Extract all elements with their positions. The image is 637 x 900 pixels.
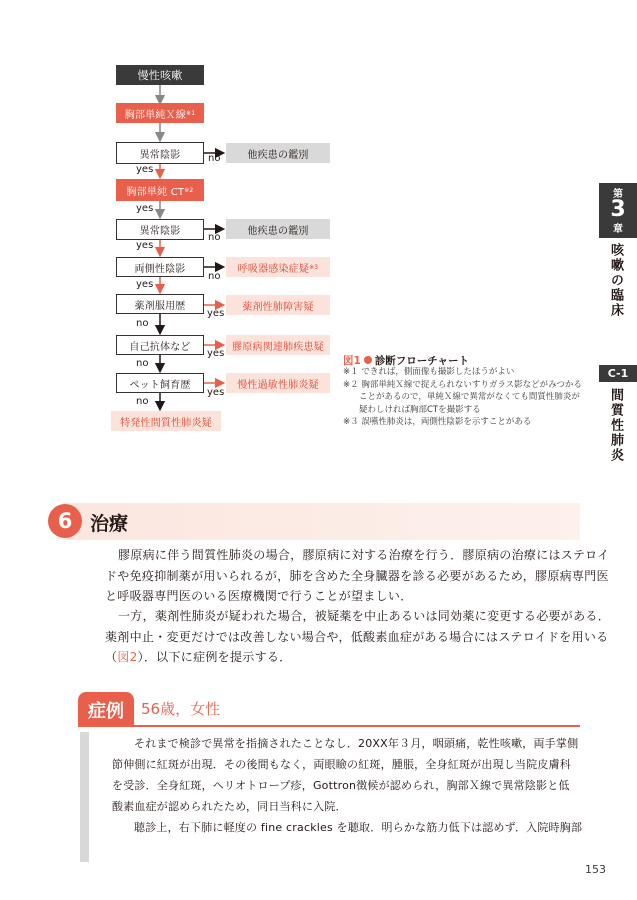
paragraph-1: 膠原病に伴う間質性肺炎の場合，膠原病に対する治療を行う．膠原病の治療にはステロイ ドや免疫抑制薬が用いられるが，肺を含めた全身臓器を診る必要があるため，膠原病専門医 と呼吸器専門医のいる医療機関で行うことが望ましい． xyxy=(105,548,610,603)
page-number: 153 xyxy=(585,863,606,876)
bullet-icon xyxy=(364,356,372,364)
flow-abnormal-1: 異常陰影 xyxy=(116,142,204,164)
flow-drug-result: 薬剤性肺障害疑 xyxy=(226,295,330,315)
figure-number: 図1 xyxy=(343,355,361,367)
flow-ct: 胸部単純 CT ※2 xyxy=(116,179,204,201)
section-side-title: 間質性肺炎 xyxy=(608,388,623,463)
flow-other-2: 他疾患の鑑別 xyxy=(226,219,330,239)
label-yes: yes xyxy=(136,164,154,175)
note-1: ※１ できれば，側面像も撮影したほうがよい xyxy=(343,367,515,377)
chapter-tab[interactable]: 第 3 章 xyxy=(599,183,637,238)
section-header-bar xyxy=(63,503,580,540)
case-divider xyxy=(78,725,580,727)
figure-title: 診断フローチャート xyxy=(374,355,469,367)
section-tab[interactable]: C-1 xyxy=(599,365,637,382)
flow-other-1: 他疾患の鑑別 xyxy=(226,143,330,163)
flow-bilateral: 両側性陰影 xyxy=(116,257,204,277)
note-2-cont: ことがあるので，単純Ｘ線で異常がなくても間質性肺炎が xyxy=(359,392,580,402)
flow-drug-history: 薬剤服用歴 xyxy=(116,294,204,314)
label-no: no xyxy=(208,232,221,243)
chapter-title: 咳嗽の臨床 xyxy=(608,243,623,318)
label-yes: yes xyxy=(136,203,154,214)
figure-notes xyxy=(343,366,582,429)
flow-hypersensitivity: 慢性過敏性肺炎疑 xyxy=(226,373,330,393)
paragraph-2: 一方，薬剤性肺炎が疑われた場合，被疑薬を中止あるいは同効薬に変更する必要がある． 薬剤中止・変更だけでは改善しない場合や，低酸素血症がある場合にはステロイドを用いる （図2）．以下に症例を提示する． xyxy=(105,609,611,664)
figure-2-link[interactable]: 図2 xyxy=(117,650,138,664)
label-no: no xyxy=(208,153,221,164)
label-no: no xyxy=(136,318,149,329)
flow-start: 慢性咳嗽 xyxy=(116,65,204,85)
label-yes: yes xyxy=(207,348,225,359)
label-yes: yes xyxy=(136,240,154,251)
flow-idiopathic: 特発性間質性肺炎疑 xyxy=(111,411,221,431)
note-3: ※３ 誤嚥性肺炎は，両側性陰影を示すことがある xyxy=(343,417,532,427)
section-title: 治療 xyxy=(90,513,129,535)
flow-infection: 呼吸器感染症疑 ※3 xyxy=(226,257,330,277)
section-number-badge: 6 xyxy=(48,504,82,538)
label-no: no xyxy=(208,271,221,282)
label-yes: yes xyxy=(207,308,225,319)
flow-abnormal-2: 異常陰影 xyxy=(116,219,204,240)
label-yes: yes xyxy=(207,387,225,398)
label-no: no xyxy=(136,358,149,369)
flow-xray: 胸部単純Ｘ線 ※1 xyxy=(116,103,204,123)
flow-collagen: 膠原病関連肺疾患疑 xyxy=(226,335,330,355)
case-subtitle: 56歳，女性 xyxy=(141,700,221,718)
flow-pet-history: ペット飼育歴 xyxy=(116,373,204,393)
note-2: ※２ 胸部単純Ｘ線で捉えられないすりガラス影などがみつかる xyxy=(343,379,582,390)
label-yes: yes xyxy=(136,279,154,290)
case-side-bar xyxy=(80,732,89,862)
note-2-cont: 疑わしければ胸部CTを撮影する xyxy=(359,404,481,415)
label-no: no xyxy=(136,396,149,407)
case-body: それまで検診で異常を指摘されたことなし．20XX年３月，咽頭痛，乾性咳嗽，両手掌側 節伸側に紅斑が出現．その後間もなく，両眼瞼の紅斑，腫脹，全身紅斑が出現し当院皮膚科 を受診．全身紅斑，ヘリオトロープ疹，Gottron徴候が認められ，胸部Ｘ線で異常陰影と低 酸素血症が認められたため，同日当科に入院． 聴診上，右下肺に軽度の fine crackles を聴取．明らかな筋力低下は認めず．入院時胸部 xyxy=(112,737,583,834)
flow-autoantibody: 自己抗体など xyxy=(116,335,204,355)
case-tab: 症例 xyxy=(78,692,134,727)
